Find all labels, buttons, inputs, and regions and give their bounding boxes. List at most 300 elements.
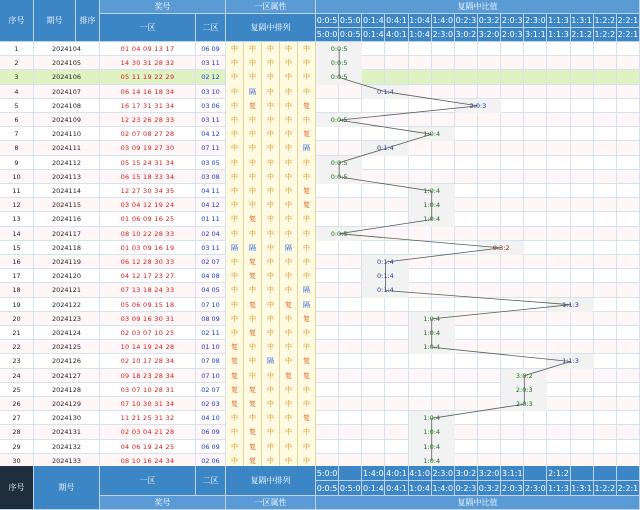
ratio-grid-cell: [339, 425, 362, 439]
row-attr-cell: 中: [244, 156, 262, 170]
row-attr-cell: 中: [226, 269, 244, 283]
ratio-grid-cell: [617, 369, 640, 383]
ratio-grid-cell: [385, 369, 408, 383]
footer-ratio-col[interactable]: [524, 466, 547, 481]
row-zone1-numbers: 05 06 09 15 18: [100, 298, 196, 312]
ratio-grid-cell: [571, 255, 594, 269]
ratio-grid-cell: [594, 411, 617, 425]
ratio-grid-cell: [409, 85, 432, 99]
row-attr-cell: 中: [226, 85, 244, 99]
ratio-grid-cell: [385, 56, 408, 70]
ratio-grid-cell: [501, 298, 524, 312]
row-attr-cell: 中: [280, 127, 298, 141]
footer-ratio-col-alt[interactable]: 0:4:1: [385, 481, 408, 496]
header-ratio-col[interactable]: 0:3:2: [478, 14, 501, 28]
ratio-grid-cell: [385, 227, 408, 241]
ratio-grid-cell: [594, 397, 617, 411]
row-attr-cell: 中: [244, 70, 262, 84]
ratio-grid-cell: [571, 326, 594, 340]
ratio-grid-cell: [617, 70, 640, 84]
row-attr-cell: 中: [262, 440, 280, 454]
row-attr-cell: 中: [298, 170, 316, 184]
footer-ratio-col[interactable]: 3:2:0: [478, 466, 501, 481]
ratio-grid-cell: [524, 326, 547, 340]
ratio-grid-cell: [316, 369, 339, 383]
row-attr-cell: 复: [298, 184, 316, 198]
row-attr-cell: 复: [298, 198, 316, 212]
footer-ratio-col-alt[interactable]: 1:0:4: [409, 481, 432, 496]
ratio-grid-cell: [409, 156, 432, 170]
footer-ratio-col[interactable]: [339, 466, 362, 481]
ratio-grid-cell: [316, 312, 339, 326]
header-issue[interactable]: 期号: [34, 0, 76, 42]
ratio-grid-cell: [362, 411, 385, 425]
footer-pattern: 复隔中排列: [226, 466, 316, 496]
row-attr-cell: 中: [298, 326, 316, 340]
header-ratio-col-alt[interactable]: 5:0:0: [316, 28, 339, 42]
row-zone2-numbers: 04 05: [196, 283, 226, 297]
header-ratio-col[interactable]: 1:2:2: [594, 14, 617, 28]
ratio-grid-cell: [478, 369, 501, 383]
row-ratio-value: 0:0:5: [316, 227, 362, 241]
ratio-grid-cell: [478, 184, 501, 198]
ratio-grid-cell: [409, 369, 432, 383]
row-attr-cell: 复: [298, 99, 316, 113]
row-attr-cell: 中: [244, 312, 262, 326]
footer-ratio-col[interactable]: 2:3:0: [432, 466, 455, 481]
row-attr-cell: 中: [298, 212, 316, 226]
header-seq: 序号: [0, 0, 34, 42]
row-attr-cell: 复: [244, 212, 262, 226]
ratio-grid-cell: [316, 198, 339, 212]
ratio-grid-cell: [594, 127, 617, 141]
ratio-grid-cell: [547, 369, 570, 383]
ratio-grid-cell: [316, 269, 339, 283]
ratio-grid-cell: [501, 269, 524, 283]
ratio-grid-cell: [478, 440, 501, 454]
row-attr-cell: 中: [262, 113, 280, 127]
ratio-grid-cell: [478, 425, 501, 439]
header-ratio-col[interactable]: 2:3:0: [524, 14, 547, 28]
row-zone1-numbers: 05 15 24 31 34: [100, 156, 196, 170]
header-ratio-col[interactable]: 0:2:3: [455, 14, 478, 28]
row-attr-cell: 中: [298, 440, 316, 454]
header-ratio-col-alt[interactable]: 4:0:1: [385, 28, 408, 42]
row-seq: 25: [0, 383, 34, 397]
ratio-grid-cell: [432, 156, 455, 170]
header-ratio-col-alt[interactable]: 2:1:2: [571, 28, 594, 42]
ratio-grid-cell: [571, 99, 594, 113]
ratio-grid-cell: [362, 298, 385, 312]
ratio-grid-cell: [316, 255, 339, 269]
ratio-grid-cell: [455, 241, 478, 255]
ratio-grid-cell: [316, 440, 339, 454]
footer-ratio-col[interactable]: 2:1:2: [547, 466, 570, 481]
footer-ratio-col[interactable]: [571, 466, 594, 481]
row-attr-cell: 中: [244, 170, 262, 184]
ratio-grid-cell: [547, 184, 570, 198]
header-ratio-col[interactable]: 0:0:5: [316, 14, 339, 28]
row-issue: 2024111: [34, 141, 100, 155]
header-sort-button[interactable]: 排序: [76, 0, 100, 42]
row-seq: 16: [0, 255, 34, 269]
ratio-grid-cell: [524, 70, 547, 84]
ratio-grid-cell: [339, 397, 362, 411]
row-issue: 2024113: [34, 170, 100, 184]
ratio-grid-cell: [617, 383, 640, 397]
footer-issue: 期号: [34, 466, 100, 510]
ratio-grid-cell: [455, 85, 478, 99]
ratio-grid-cell: [571, 56, 594, 70]
header-ratio-col-alt[interactable]: 1:0:4: [409, 28, 432, 42]
row-issue: 2024114: [34, 184, 100, 198]
row-issue: 2024117: [34, 227, 100, 241]
ratio-grid-cell: [362, 170, 385, 184]
ratio-grid-cell: [547, 56, 570, 70]
ratio-grid-cell: [501, 227, 524, 241]
ratio-grid-cell: [617, 269, 640, 283]
footer-ratio-col[interactable]: [617, 466, 640, 481]
row-seq: 8: [0, 141, 34, 155]
row-attr-cell: 中: [262, 340, 280, 354]
row-attr-cell: 中: [280, 440, 298, 454]
footer-ratio-col-alt[interactable]: 0:3:2: [478, 481, 501, 496]
ratio-grid-cell: [478, 198, 501, 212]
row-seq: 20: [0, 312, 34, 326]
row-issue: 2024128: [34, 383, 100, 397]
header-ratio-col[interactable]: 0:1:4: [362, 14, 385, 28]
footer-ratio-col-alt[interactable]: 0:5:0: [339, 481, 362, 496]
row-attr-cell: 中: [262, 397, 280, 411]
ratio-grid-cell: [339, 212, 362, 226]
ratio-grid-cell: [409, 42, 432, 56]
ratio-grid-cell: [455, 397, 478, 411]
ratio-grid-cell: [547, 411, 570, 425]
row-zone1-numbers: 14 30 31 28 32: [100, 56, 196, 70]
header-ratio-col-alt[interactable]: 1:1:3: [547, 28, 570, 42]
ratio-grid-cell: [478, 283, 501, 297]
row-seq: 6: [0, 113, 34, 127]
row-attr-cell: 中: [226, 454, 244, 468]
header-ratio-col-alt[interactable]: 0:1:4: [362, 28, 385, 42]
row-seq: 24: [0, 369, 34, 383]
footer-ratio-col-alt[interactable]: 2:2:1: [617, 481, 640, 496]
ratio-grid-cell: [478, 269, 501, 283]
row-attr-cell: 中: [262, 227, 280, 241]
header-ratio-col[interactable]: 2:2:1: [617, 14, 640, 28]
footer-ratio-col[interactable]: [594, 466, 617, 481]
ratio-grid-cell: [547, 312, 570, 326]
row-attr-cell: 中: [298, 425, 316, 439]
ratio-grid-cell: [524, 85, 547, 99]
ratio-grid-cell: [432, 241, 455, 255]
ratio-grid-cell: [617, 425, 640, 439]
ratio-grid-cell: [455, 411, 478, 425]
ratio-grid-cell: [478, 56, 501, 70]
ratio-grid-cell: [385, 383, 408, 397]
row-zone1-numbers: 03 09 16 30 31: [100, 312, 196, 326]
row-seq: 1: [0, 42, 34, 56]
ratio-grid-cell: [571, 70, 594, 84]
row-issue: 2024129: [34, 397, 100, 411]
header-ratio-col-alt[interactable]: 0:0:5: [339, 28, 362, 42]
ratio-grid-cell: [571, 241, 594, 255]
row-attr-cell: 中: [280, 170, 298, 184]
header-ratio-col-alt[interactable]: 3:1:1: [524, 28, 547, 42]
row-issue: 2024133: [34, 454, 100, 468]
ratio-grid-cell: [478, 85, 501, 99]
footer-ratio-col-alt[interactable]: 1:3:1: [571, 481, 594, 496]
footer-ratio-col[interactable]: 1:4:0: [362, 466, 385, 481]
ratio-grid-cell: [432, 170, 455, 184]
row-zone1-numbers: 02 10 17 28 34: [100, 354, 196, 368]
ratio-grid-cell: [547, 241, 570, 255]
row-issue: 2024126: [34, 354, 100, 368]
ratio-grid-cell: [339, 312, 362, 326]
row-attr-cell: 复: [244, 298, 262, 312]
ratio-grid-cell: [455, 184, 478, 198]
ratio-grid-cell: [501, 113, 524, 127]
ratio-grid-cell: [455, 326, 478, 340]
row-attr-cell: 中: [280, 70, 298, 84]
ratio-grid-cell: [478, 127, 501, 141]
ratio-grid-cell: [617, 255, 640, 269]
ratio-grid-cell: [571, 269, 594, 283]
row-attr-cell: 中: [280, 85, 298, 99]
row-attr-cell: 中: [262, 198, 280, 212]
header-ratio-col[interactable]: 0:4:1: [385, 14, 408, 28]
ratio-grid-cell: [455, 227, 478, 241]
ratio-grid-cell: [455, 369, 478, 383]
ratio-grid-cell: [409, 269, 432, 283]
row-zone1-numbers: 02 07 08 27 28: [100, 127, 196, 141]
header-ratio-col[interactable]: 1:1:3: [547, 14, 570, 28]
footer-ratio-col-alt[interactable]: 1:2:2: [594, 481, 617, 496]
row-seq: 26: [0, 397, 34, 411]
ratio-grid-cell: [478, 42, 501, 56]
row-attr-cell: 隔: [262, 354, 280, 368]
ratio-grid-cell: [594, 99, 617, 113]
footer-ratio-col-alt[interactable]: 2:0:3: [501, 481, 524, 496]
header-ratio-col-alt[interactable]: 2:0:3: [501, 28, 524, 42]
ratio-grid-cell: [571, 113, 594, 127]
ratio-grid-cell: [501, 156, 524, 170]
footer-ratio-col[interactable]: 3:0:2: [455, 466, 478, 481]
ratio-grid-cell: [547, 85, 570, 99]
row-ratio-value: 0:3:2: [478, 241, 524, 255]
ratio-grid-cell: [339, 85, 362, 99]
row-attr-cell: 中: [262, 70, 280, 84]
ratio-grid-cell: [385, 312, 408, 326]
row-attr-cell: 中: [226, 141, 244, 155]
ratio-grid-cell: [362, 113, 385, 127]
ratio-grid-cell: [455, 354, 478, 368]
footer-ratio-col-alt[interactable]: 2:3:0: [524, 481, 547, 496]
ratio-grid-cell: [594, 184, 617, 198]
row-ratio-value: 0:0:5: [316, 56, 362, 70]
ratio-grid-cell: [409, 241, 432, 255]
row-issue: 2024107: [34, 85, 100, 99]
row-issue: 2024119: [34, 255, 100, 269]
footer-ratio-col[interactable]: 3:1:1: [501, 466, 524, 481]
ratio-grid-cell: [524, 354, 547, 368]
ratio-grid-cell: [571, 156, 594, 170]
ratio-grid-cell: [617, 241, 640, 255]
ratio-grid-cell: [316, 411, 339, 425]
footer-ratio-col-alt[interactable]: 1:1:3: [547, 481, 570, 496]
row-ratio-value: 1:0:4: [409, 425, 455, 439]
ratio-grid-cell: [478, 326, 501, 340]
header-ratio-col-alt[interactable]: 3:0:2: [455, 28, 478, 42]
header-draw-group: 奖号: [100, 0, 226, 14]
ratio-grid-cell: [409, 283, 432, 297]
ratio-grid-cell: [524, 227, 547, 241]
row-attr-cell: 中: [262, 241, 280, 255]
ratio-grid-cell: [478, 141, 501, 155]
row-issue: 2024120: [34, 269, 100, 283]
row-zone2-numbers: 07 11: [196, 141, 226, 155]
ratio-grid-cell: [594, 227, 617, 241]
row-issue: 2024108: [34, 99, 100, 113]
row-attr-cell: 复: [226, 340, 244, 354]
row-seq: 12: [0, 198, 34, 212]
row-attr-cell: 中: [262, 184, 280, 198]
ratio-grid-cell: [594, 383, 617, 397]
row-attr-cell: 中: [280, 56, 298, 70]
row-zone1-numbers: 10 14 19 24 28: [100, 340, 196, 354]
ratio-grid-cell: [594, 312, 617, 326]
ratio-grid-cell: [432, 56, 455, 70]
ratio-grid-cell: [362, 369, 385, 383]
ratio-grid-cell: [339, 383, 362, 397]
header-ratio-col[interactable]: 0:5:0: [339, 14, 362, 28]
row-attr-cell: 中: [262, 141, 280, 155]
ratio-grid-cell: [316, 326, 339, 340]
row-attr-cell: 中: [298, 269, 316, 283]
row-attr-cell: 中: [280, 141, 298, 155]
ratio-grid-cell: [617, 85, 640, 99]
ratio-grid-cell: [571, 440, 594, 454]
row-attr-cell: 中: [298, 156, 316, 170]
row-attr-cell: 中: [226, 255, 244, 269]
row-attr-cell: 中: [298, 255, 316, 269]
row-attr-cell: 中: [298, 454, 316, 468]
ratio-grid-cell: [316, 212, 339, 226]
ratio-grid-cell: [524, 42, 547, 56]
ratio-grid-cell: [547, 340, 570, 354]
footer-ratio-col-alt[interactable]: 0:0:5: [316, 481, 339, 496]
row-attr-cell: 复: [298, 312, 316, 326]
ratio-grid-cell: [571, 340, 594, 354]
row-attr-cell: 中: [280, 326, 298, 340]
row-ratio-value: 3:0:2: [501, 369, 547, 383]
ratio-grid-cell: [478, 113, 501, 127]
ratio-grid-cell: [385, 184, 408, 198]
footer-ratio-col[interactable]: 4:1:0: [409, 466, 432, 481]
row-zone1-numbers: 06 15 18 33 34: [100, 170, 196, 184]
footer-ratio-col-alt[interactable]: 0:2:3: [455, 481, 478, 496]
row-attr-cell: 隔: [244, 85, 262, 99]
ratio-grid-cell: [385, 127, 408, 141]
ratio-grid-cell: [478, 212, 501, 226]
ratio-grid-cell: [594, 283, 617, 297]
ratio-grid-cell: [524, 241, 547, 255]
header-zone2: 二区: [196, 14, 226, 42]
header-ratio-col[interactable]: 1:4:0: [432, 14, 455, 28]
row-attr-cell: 中: [262, 255, 280, 269]
ratio-grid-cell: [455, 113, 478, 127]
ratio-grid-cell: [594, 369, 617, 383]
ratio-grid-cell: [478, 70, 501, 84]
ratio-grid-cell: [478, 312, 501, 326]
footer-ratio-col-alt[interactable]: 0:1:4: [362, 481, 385, 496]
ratio-grid-cell: [455, 42, 478, 56]
row-seq: 22: [0, 340, 34, 354]
row-seq: 15: [0, 241, 34, 255]
row-seq: 10: [0, 170, 34, 184]
row-ratio-value: 2:0:3: [501, 383, 547, 397]
ratio-grid-cell: [316, 283, 339, 297]
header-ratio-col[interactable]: 2:0:3: [501, 14, 524, 28]
ratio-grid-cell: [316, 127, 339, 141]
ratio-grid-cell: [524, 312, 547, 326]
row-seq: 17: [0, 269, 34, 283]
row-seq: 3: [0, 70, 34, 84]
header-ratio-col[interactable]: 1:0:4: [409, 14, 432, 28]
row-attr-cell: 复: [280, 298, 298, 312]
header-ratio-col-alt[interactable]: 1:2:2: [594, 28, 617, 42]
header-ratio-col-alt[interactable]: 3:2:0: [478, 28, 501, 42]
ratio-grid-cell: [385, 170, 408, 184]
row-zone1-numbers: 06 12 28 30 33: [100, 255, 196, 269]
row-zone2-numbers: 08 09: [196, 312, 226, 326]
row-seq: 18: [0, 283, 34, 297]
ratio-grid-cell: [455, 212, 478, 226]
header-ratio-col[interactable]: 1:3:1: [571, 14, 594, 28]
row-zone2-numbers: 01 10: [196, 340, 226, 354]
row-zone1-numbers: 01 03 09 16 19: [100, 241, 196, 255]
row-attr-cell: 中: [298, 56, 316, 70]
footer-ratio-col[interactable]: 4:0:1: [385, 466, 408, 481]
ratio-grid-cell: [432, 227, 455, 241]
ratio-grid-cell: [362, 227, 385, 241]
row-attr-cell: 隔: [280, 241, 298, 255]
ratio-grid-cell: [316, 383, 339, 397]
footer-ratio-col[interactable]: 5:0:0: [316, 466, 339, 481]
row-attr-cell: 中: [226, 425, 244, 439]
row-zone2-numbers: 03 10: [196, 85, 226, 99]
ratio-grid-cell: [385, 440, 408, 454]
ratio-grid-cell: [409, 397, 432, 411]
ratio-grid-cell: [594, 85, 617, 99]
ratio-grid-cell: [594, 141, 617, 155]
footer-ratio-col-alt[interactable]: 1:4:0: [432, 481, 455, 496]
header-ratio-col-alt[interactable]: 2:2:1: [617, 28, 640, 42]
row-zone1-numbers: 12 27 30 34 35: [100, 184, 196, 198]
row-attr-cell: 中: [244, 184, 262, 198]
ratio-grid-cell: [571, 170, 594, 184]
row-zone2-numbers: 04 08: [196, 269, 226, 283]
row-attr-cell: 中: [298, 70, 316, 84]
ratio-grid-cell: [594, 170, 617, 184]
ratio-grid-cell: [571, 425, 594, 439]
header-ratio-col-alt[interactable]: 2:3:0: [432, 28, 455, 42]
ratio-grid-cell: [339, 141, 362, 155]
ratio-grid-cell: [501, 354, 524, 368]
row-attr-cell: 复: [244, 454, 262, 468]
row-ratio-value: 1:0:4: [409, 198, 455, 212]
ratio-grid-cell: [594, 255, 617, 269]
